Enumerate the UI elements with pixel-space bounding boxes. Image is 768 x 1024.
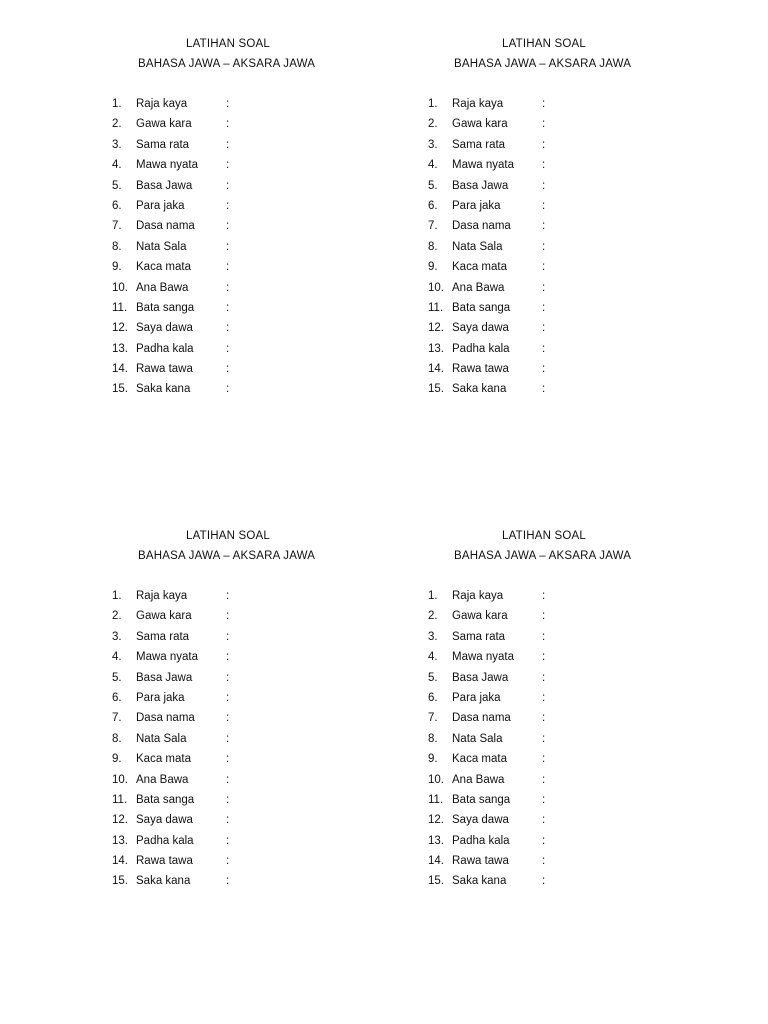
worksheet-subtitle: BAHASA JAWA – AKSARA JAWA bbox=[138, 550, 316, 562]
question-number: 13. bbox=[112, 834, 128, 847]
question-item bbox=[108, 339, 428, 359]
worksheet-subtitle: BAHASA JAWA – AKSARA JAWA bbox=[138, 58, 316, 70]
question-word: Raja kaya bbox=[136, 590, 188, 602]
question-number: 5. bbox=[112, 671, 122, 684]
question-word: Saya dawa bbox=[452, 814, 509, 827]
question-number: 6. bbox=[428, 199, 438, 212]
worksheet-subtitle: BAHASA JAWA – AKSARA JAWA bbox=[454, 58, 632, 70]
question-word: Nata Sala bbox=[452, 732, 503, 745]
worksheet-bottom-right bbox=[424, 526, 744, 892]
question-item bbox=[108, 668, 428, 688]
question-number: 12. bbox=[112, 814, 128, 827]
question-number: 11. bbox=[112, 301, 128, 314]
question-item bbox=[108, 359, 428, 379]
question-item bbox=[108, 298, 428, 318]
question-number: 4. bbox=[428, 159, 438, 172]
question-item bbox=[108, 586, 428, 606]
answer-colon: : bbox=[226, 261, 230, 274]
answer-colon: : bbox=[542, 773, 546, 786]
question-word: Gawa kara bbox=[452, 610, 508, 623]
answer-colon: : bbox=[226, 179, 230, 192]
question-word: Saka kana bbox=[452, 875, 507, 888]
answer-colon: : bbox=[542, 363, 546, 376]
question-item bbox=[108, 790, 428, 810]
worksheet-top-right bbox=[424, 34, 744, 400]
question-number: 10. bbox=[112, 773, 128, 786]
answer-colon: : bbox=[542, 138, 546, 151]
question-word: Para jaka bbox=[136, 199, 185, 212]
answer-colon: : bbox=[226, 753, 230, 766]
question-item bbox=[108, 770, 428, 790]
question-word: Mawa nyata bbox=[136, 159, 199, 172]
question-item bbox=[424, 851, 744, 871]
question-number: 8. bbox=[112, 240, 122, 253]
answer-colon: : bbox=[226, 240, 230, 253]
question-number: 15. bbox=[112, 875, 128, 888]
question-item bbox=[424, 708, 744, 728]
answer-colon: : bbox=[542, 610, 546, 623]
question-item bbox=[108, 216, 428, 236]
question-number: 11. bbox=[428, 793, 444, 806]
question-item bbox=[108, 708, 428, 728]
question-item bbox=[424, 298, 744, 318]
question-number: 11. bbox=[112, 793, 128, 806]
answer-colon: : bbox=[542, 98, 546, 110]
question-word: Dasa nama bbox=[452, 712, 511, 725]
question-number: 10. bbox=[428, 773, 444, 786]
question-number: 5. bbox=[428, 179, 438, 192]
question-item bbox=[108, 749, 428, 769]
question-item bbox=[108, 851, 428, 871]
answer-colon: : bbox=[542, 301, 546, 314]
worksheet-title: LATIHAN SOAL bbox=[186, 530, 270, 542]
answer-colon: : bbox=[226, 138, 230, 151]
question-word: Padha kala bbox=[452, 342, 510, 355]
answer-colon: : bbox=[542, 753, 546, 766]
answer-colon: : bbox=[226, 363, 230, 376]
question-item bbox=[424, 586, 744, 606]
question-word: Kaca mata bbox=[452, 261, 507, 274]
question-item bbox=[424, 339, 744, 359]
question-number: 6. bbox=[112, 691, 122, 704]
question-word: Para jaka bbox=[452, 199, 501, 212]
question-word: Rawa tawa bbox=[452, 855, 509, 868]
question-item bbox=[108, 318, 428, 338]
question-number: 4. bbox=[112, 159, 122, 172]
question-word: Bata sanga bbox=[136, 301, 195, 314]
question-number: 9. bbox=[112, 261, 122, 274]
question-number: 8. bbox=[112, 732, 122, 745]
question-item bbox=[108, 810, 428, 830]
question-item bbox=[108, 196, 428, 216]
question-item bbox=[108, 257, 428, 277]
question-item bbox=[424, 749, 744, 769]
question-word: Saya dawa bbox=[452, 322, 509, 335]
worksheet-title: LATIHAN SOAL bbox=[186, 38, 270, 50]
question-number: 10. bbox=[428, 281, 444, 294]
question-number: 1. bbox=[112, 590, 122, 602]
question-item bbox=[108, 278, 428, 298]
question-item bbox=[424, 627, 744, 647]
question-word: Gawa kara bbox=[452, 118, 508, 131]
question-word: Raja kaya bbox=[452, 590, 504, 602]
question-number: 1. bbox=[428, 590, 438, 602]
question-item bbox=[108, 831, 428, 851]
question-item bbox=[108, 871, 428, 891]
answer-colon: : bbox=[542, 691, 546, 704]
answer-colon: : bbox=[226, 855, 230, 868]
question-word: Dasa nama bbox=[136, 712, 195, 725]
question-word: Gawa kara bbox=[136, 118, 192, 131]
answer-colon: : bbox=[542, 834, 546, 847]
question-item bbox=[424, 196, 744, 216]
question-word: Basa Jawa bbox=[136, 179, 193, 192]
worksheet-title: LATIHAN SOAL bbox=[502, 530, 586, 542]
worksheet-top-left bbox=[108, 34, 428, 400]
answer-colon: : bbox=[226, 342, 230, 355]
question-number: 9. bbox=[428, 753, 438, 766]
answer-colon: : bbox=[542, 732, 546, 745]
answer-colon: : bbox=[226, 732, 230, 745]
question-number: 7. bbox=[428, 220, 438, 233]
question-number: 5. bbox=[428, 671, 438, 684]
question-word: Ana Bawa bbox=[452, 281, 505, 294]
question-number: 3. bbox=[112, 138, 122, 151]
question-item bbox=[424, 379, 744, 399]
question-item bbox=[424, 606, 744, 626]
question-number: 8. bbox=[428, 240, 438, 253]
question-number: 9. bbox=[428, 261, 438, 274]
question-item bbox=[108, 176, 428, 196]
question-word: Ana Bawa bbox=[136, 773, 189, 786]
question-item bbox=[108, 237, 428, 257]
answer-colon: : bbox=[226, 875, 230, 888]
worksheet-title: LATIHAN SOAL bbox=[502, 38, 586, 50]
answer-colon: : bbox=[226, 691, 230, 704]
question-item bbox=[424, 810, 744, 830]
question-word: Dasa nama bbox=[452, 220, 511, 233]
question-word: Mawa nyata bbox=[452, 159, 515, 172]
question-item bbox=[424, 359, 744, 379]
question-word: Sama rata bbox=[136, 138, 190, 151]
question-item bbox=[108, 135, 428, 155]
answer-colon: : bbox=[542, 342, 546, 355]
question-number: 14. bbox=[428, 363, 444, 376]
question-item bbox=[108, 114, 428, 134]
question-word: Bata sanga bbox=[136, 793, 195, 806]
question-item bbox=[424, 688, 744, 708]
question-item bbox=[108, 606, 428, 626]
question-item bbox=[424, 790, 744, 810]
answer-colon: : bbox=[226, 118, 230, 131]
question-item bbox=[424, 278, 744, 298]
question-item bbox=[424, 257, 744, 277]
question-item bbox=[424, 770, 744, 790]
question-number: 1. bbox=[428, 98, 438, 110]
question-number: 15. bbox=[112, 383, 128, 396]
question-word: Padha kala bbox=[452, 834, 510, 847]
answer-colon: : bbox=[226, 814, 230, 827]
question-list bbox=[108, 94, 428, 400]
answer-colon: : bbox=[226, 383, 230, 396]
answer-colon: : bbox=[542, 322, 546, 335]
question-item bbox=[424, 318, 744, 338]
question-word: Mawa nyata bbox=[452, 651, 515, 664]
question-word: Ana Bawa bbox=[452, 773, 505, 786]
answer-colon: : bbox=[226, 322, 230, 335]
question-number: 14. bbox=[112, 363, 128, 376]
question-word: Saka kana bbox=[136, 383, 191, 396]
answer-colon: : bbox=[542, 118, 546, 131]
question-number: 2. bbox=[428, 118, 438, 131]
question-item bbox=[424, 237, 744, 257]
answer-colon: : bbox=[226, 98, 230, 110]
question-item bbox=[424, 668, 744, 688]
question-number: 7. bbox=[428, 712, 438, 725]
question-word: Bata sanga bbox=[452, 793, 511, 806]
answer-colon: : bbox=[542, 261, 546, 274]
question-item bbox=[108, 94, 428, 114]
question-list bbox=[424, 586, 744, 892]
question-list bbox=[424, 94, 744, 400]
question-word: Dasa nama bbox=[136, 220, 195, 233]
question-word: Rawa tawa bbox=[452, 363, 509, 376]
question-item bbox=[424, 871, 744, 891]
question-word: Bata sanga bbox=[452, 301, 511, 314]
question-number: 13. bbox=[428, 834, 444, 847]
answer-colon: : bbox=[226, 630, 230, 643]
question-number: 14. bbox=[112, 855, 128, 868]
question-number: 14. bbox=[428, 855, 444, 868]
question-word: Saya dawa bbox=[136, 322, 193, 335]
answer-colon: : bbox=[226, 590, 230, 602]
question-number: 2. bbox=[112, 118, 122, 131]
answer-colon: : bbox=[542, 199, 546, 212]
question-number: 6. bbox=[428, 691, 438, 704]
question-number: 13. bbox=[112, 342, 128, 355]
question-item bbox=[424, 155, 744, 175]
question-number: 12. bbox=[428, 322, 444, 335]
question-number: 13. bbox=[428, 342, 444, 355]
question-number: 15. bbox=[428, 383, 444, 396]
question-number: 3. bbox=[428, 138, 438, 151]
question-item bbox=[108, 647, 428, 667]
question-word: Nata Sala bbox=[136, 240, 187, 253]
worksheet-bottom-left bbox=[108, 526, 428, 892]
question-number: 12. bbox=[428, 814, 444, 827]
question-number: 2. bbox=[428, 610, 438, 623]
question-item bbox=[424, 114, 744, 134]
answer-colon: : bbox=[226, 671, 230, 684]
question-item bbox=[424, 216, 744, 236]
question-number: 11. bbox=[428, 301, 444, 314]
answer-colon: : bbox=[226, 712, 230, 725]
question-item bbox=[424, 176, 744, 196]
question-word: Raja kaya bbox=[452, 98, 504, 110]
question-item bbox=[424, 647, 744, 667]
answer-colon: : bbox=[542, 651, 546, 664]
question-number: 2. bbox=[112, 610, 122, 623]
question-item bbox=[424, 729, 744, 749]
answer-colon: : bbox=[542, 712, 546, 725]
question-number: 8. bbox=[428, 732, 438, 745]
answer-colon: : bbox=[226, 793, 230, 806]
question-word: Mawa nyata bbox=[136, 651, 199, 664]
answer-colon: : bbox=[542, 240, 546, 253]
question-word: Para jaka bbox=[136, 691, 185, 704]
question-word: Sama rata bbox=[136, 630, 190, 643]
question-word: Basa Jawa bbox=[452, 179, 509, 192]
answer-colon: : bbox=[542, 671, 546, 684]
question-word: Saka kana bbox=[452, 383, 507, 396]
question-list bbox=[108, 586, 428, 892]
answer-colon: : bbox=[226, 199, 230, 212]
question-number: 7. bbox=[112, 712, 122, 725]
answer-colon: : bbox=[226, 773, 230, 786]
question-word: Padha kala bbox=[136, 834, 194, 847]
answer-colon: : bbox=[226, 834, 230, 847]
answer-colon: : bbox=[542, 159, 546, 172]
question-number: 15. bbox=[428, 875, 444, 888]
question-word: Basa Jawa bbox=[452, 671, 509, 684]
answer-colon: : bbox=[226, 301, 230, 314]
answer-colon: : bbox=[226, 281, 230, 294]
answer-colon: : bbox=[542, 630, 546, 643]
question-word: Sama rata bbox=[452, 630, 506, 643]
question-word: Kaca mata bbox=[452, 753, 507, 766]
question-item bbox=[108, 627, 428, 647]
answer-colon: : bbox=[226, 220, 230, 233]
question-item bbox=[108, 688, 428, 708]
question-word: Nata Sala bbox=[136, 732, 187, 745]
worksheet-subtitle: BAHASA JAWA – AKSARA JAWA bbox=[454, 550, 632, 562]
question-word: Ana Bawa bbox=[136, 281, 189, 294]
question-word: Padha kala bbox=[136, 342, 194, 355]
question-item bbox=[424, 135, 744, 155]
question-word: Rawa tawa bbox=[136, 363, 193, 376]
question-word: Raja kaya bbox=[136, 98, 188, 110]
answer-colon: : bbox=[542, 590, 546, 602]
question-number: 3. bbox=[112, 630, 122, 643]
question-item bbox=[108, 729, 428, 749]
question-item bbox=[424, 831, 744, 851]
question-word: Saka kana bbox=[136, 875, 191, 888]
question-number: 4. bbox=[428, 651, 438, 664]
question-number: 3. bbox=[428, 630, 438, 643]
question-number: 12. bbox=[112, 322, 128, 335]
question-item bbox=[108, 155, 428, 175]
question-word: Kaca mata bbox=[136, 261, 191, 274]
question-word: Rawa tawa bbox=[136, 855, 193, 868]
question-number: 1. bbox=[112, 98, 122, 110]
question-word: Saya dawa bbox=[136, 814, 193, 827]
question-word: Kaca mata bbox=[136, 753, 191, 766]
question-number: 10. bbox=[112, 281, 128, 294]
question-word: Nata Sala bbox=[452, 240, 503, 253]
question-item bbox=[108, 379, 428, 399]
answer-colon: : bbox=[542, 875, 546, 888]
answer-colon: : bbox=[542, 793, 546, 806]
answer-colon: : bbox=[226, 610, 230, 623]
question-word: Basa Jawa bbox=[136, 671, 193, 684]
question-number: 4. bbox=[112, 651, 122, 664]
question-word: Gawa kara bbox=[136, 610, 192, 623]
answer-colon: : bbox=[542, 855, 546, 868]
question-number: 5. bbox=[112, 179, 122, 192]
answer-colon: : bbox=[542, 814, 546, 827]
answer-colon: : bbox=[542, 179, 546, 192]
answer-colon: : bbox=[226, 159, 230, 172]
question-item bbox=[424, 94, 744, 114]
question-number: 6. bbox=[112, 199, 122, 212]
question-number: 7. bbox=[112, 220, 122, 233]
question-number: 9. bbox=[112, 753, 122, 766]
question-word: Sama rata bbox=[452, 138, 506, 151]
answer-colon: : bbox=[542, 383, 546, 396]
answer-colon: : bbox=[542, 281, 546, 294]
question-word: Para jaka bbox=[452, 691, 501, 704]
answer-colon: : bbox=[226, 651, 230, 664]
answer-colon: : bbox=[542, 220, 546, 233]
